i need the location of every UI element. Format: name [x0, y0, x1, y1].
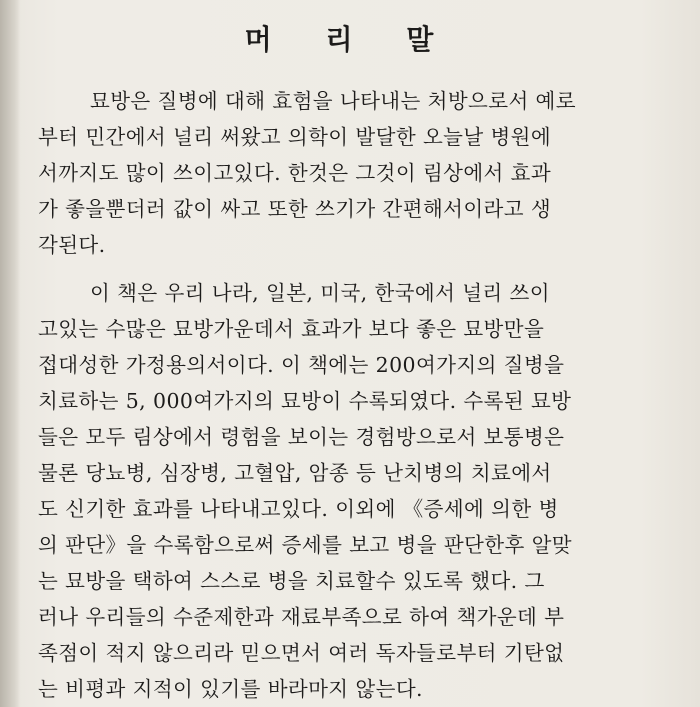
preface-body — [38, 83, 678, 707]
text-line: 는 묘방을 택하여 스스로 병을 치료할수 있도록 했다. 그 — [38, 569, 545, 593]
text-line: 이 책은 우리 나라, 일본, 미국, 한국에서 널리 쓰이 — [90, 281, 550, 305]
text-line: 도 신기한 효과를 나타내고있다. 이외에 《증세에 의한 병 — [38, 497, 559, 521]
paragraph-2 — [38, 275, 678, 707]
text-line: 물론 당뇨병, 심장병, 고혈압, 암종 등 난치병의 치료에서 — [38, 461, 552, 485]
text-line: 고있는 수많은 묘방가운데서 효과가 보다 좋은 묘방만을 — [38, 317, 545, 341]
text-line: 러나 우리들의 수준제한과 재료부족으로 하여 책가운데 부 — [38, 605, 565, 629]
text-line: 서까지도 많이 쓰이고있다. 한것은 그것이 림상에서 효과 — [38, 161, 552, 185]
text-line: 부터 민간에서 널리 써왔고 의학이 발달한 오늘날 병원에 — [38, 125, 552, 149]
text-line: 각된다. — [38, 233, 106, 257]
text-line: 묘방은 질병에 대해 효험을 나타내는 처방으로서 예로 — [90, 89, 576, 113]
text-line: 접대성한 가정용의서이다. 이 책에는 200여가지의 질병을 — [38, 353, 565, 377]
text-line: 는 비평과 지적이 있기를 바라마지 않는다. — [38, 677, 423, 701]
text-line: 가 좋을뿐더러 값이 싸고 또한 쓰기가 간편해서이라고 생 — [38, 197, 552, 221]
text-line: 의 판단》을 수록함으로써 증세를 보고 병을 판단한후 알맞 — [38, 533, 572, 557]
text-line: 들은 모두 림상에서 령험을 보이는 경험방으로서 보통병은 — [38, 425, 565, 449]
page-gutter-shadow — [0, 0, 20, 707]
paragraph-1 — [38, 83, 678, 263]
text-line: 치료하는 5, 000여가지의 묘방이 수록되였다. 수록된 묘방 — [38, 389, 572, 413]
page-title: 머 리 말 — [244, 23, 456, 56]
text-line: 족점이 적지 않으리라 믿으면서 여러 독자들로부터 기탄없 — [38, 641, 565, 665]
